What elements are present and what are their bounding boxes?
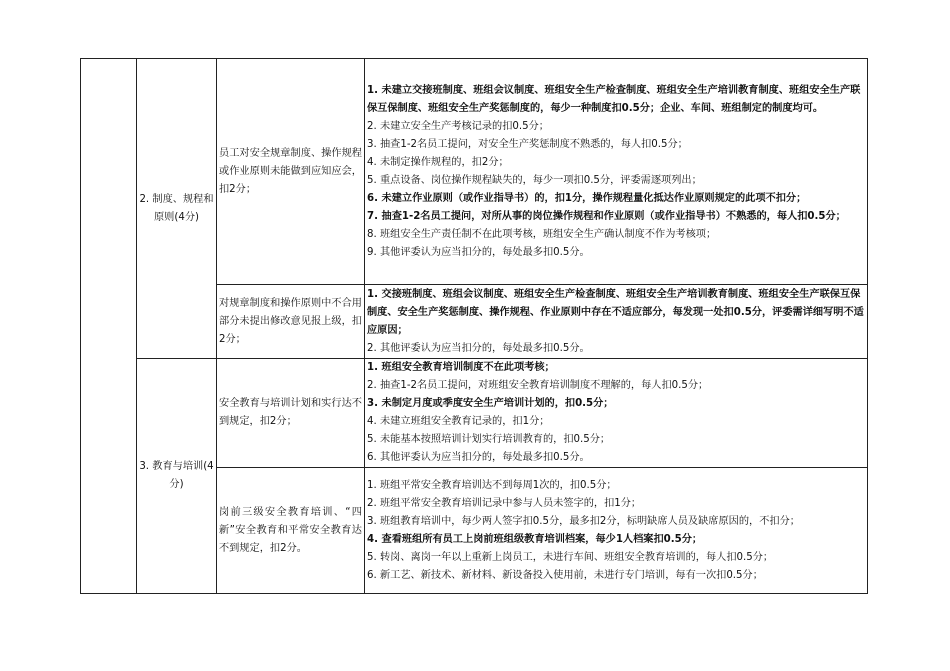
criterion-cell: 员工对安全规章制度、操作规程或作业原则未能做到应知应会，扣2分；: [217, 59, 365, 285]
rule-line: 1. 班组平常安全教育培训达不到每周1次的，扣0.5分；: [367, 479, 617, 491]
rule-line: 4. 未制定操作规程的，扣2分；: [367, 156, 509, 168]
rule-line: 2. 未建立安全生产考核记录的扣0.5分；: [367, 120, 549, 132]
table-row: [81, 359, 868, 468]
rule-line: 5. 转岗、离岗一年以上重新上岗员工，未进行车间、班组安全教育培训的，每人扣0.5分；: [367, 551, 774, 563]
rules-cell: [365, 468, 868, 594]
rule-line: 8. 班组安全生产责任制不在此项考核，班组安全生产确认制度不作为考核项；: [367, 228, 717, 240]
rule-line: 6. 未建立作业原则（或作业指导书）的，扣1分，操作规程量化抵达作业原则规定的此项不扣分；: [367, 192, 807, 204]
rule-line: 6. 其他评委认为应当扣分的，每处最多扣0.5分。: [367, 452, 590, 463]
criterion-cell: 岗前三级安全教育培训、“四新”安全教育和平常安全教育达不到规定，扣2分。: [217, 468, 365, 594]
rule-line: 3. 抽查1-2名员工提问，对安全生产奖惩制度不熟悉的，每人扣0.5分；: [367, 138, 688, 150]
rule-line: 3. 班组教育培训中，每少两人签字扣0.5分，最多扣2分，标明缺席人员及缺席原因的，不扣分；: [367, 515, 800, 527]
assessment-table: [80, 58, 868, 594]
rule-line: 1. 未建立交接班制度、班组会议制度、班组安全生产检查制度、班组安全生产培训教育制度、班组安全生产联保互保制度、班组安全生产奖惩制度的，每少一种制度扣0.5分；企业、车间、班组制定的制度均可。: [367, 84, 861, 114]
rule-line: 2. 抽查1-2名员工提问，对班组安全教育培训制度不理解的，每人扣0.5分；: [367, 380, 709, 391]
rule-line: 6. 新工艺、新技术、新材料、新设备投入使用前，未进行专门培训，每有一次扣0.5分；: [367, 569, 763, 581]
rule-line: 5. 重点设备、岗位操作规程缺失的，每少一项扣0.5分，评委需逐项列出；: [367, 174, 702, 186]
rule-line: 2. 其他评委认为应当扣分的，每处最多扣0.5分。: [367, 342, 590, 354]
left-blank-column: [81, 59, 137, 594]
rule-line: 7. 抽查1-2名员工提问，对所从事的岗位操作规程和作业原则（或作业指导书）不熟悉的，每人扣0.5分；: [367, 210, 846, 222]
rules-cell: [365, 359, 868, 468]
rules-cell: [365, 59, 868, 285]
criterion-cell: 对规章制度和操作原则中不合用部分未提出修改意见报上级，扣2分；: [217, 285, 365, 359]
rule-line: 1. 交接班制度、班组会议制度、班组安全生产检查制度、班组安全生产培训教育制度、班组安全生产联保互保制度、安全生产奖惩制度、操作规程、作业原则中存在不适应部分，每发现一处扣0.5分，评委需详细写明不适应原因；: [367, 288, 864, 336]
rule-line: 5. 未能基本按照培训计划实行培训教育的，扣0.5分；: [367, 434, 611, 445]
rule-line: 9. 其他评委认为应当扣分的，每处最多扣0.5分。: [367, 246, 590, 258]
rule-line: 2. 班组平常安全教育培训记录中参与人员未签字的，扣1分；: [367, 497, 642, 509]
rules-cell: [365, 285, 868, 359]
table-row: [81, 59, 868, 285]
rule-line: 1. 班组安全教育培训制度不在此项考核；: [367, 362, 555, 373]
rule-line: 4. 未建立班组安全教育记录的，扣1分；: [367, 416, 550, 427]
category-cell: 2. 制度、规程和原则(4分): [137, 59, 217, 359]
category-cell: 3. 教育与培训(4分): [137, 359, 217, 594]
rule-line: 3. 未制定月度或季度安全生产培训计划的，扣0.5分；: [367, 398, 614, 409]
rule-line: 4. 查看班组所有员工上岗前班组级教育培训档案，每少1人档案扣0.5分；: [367, 533, 703, 545]
criterion-cell: 安全教育与培训计划和实行达不到规定，扣2分；: [217, 359, 365, 468]
